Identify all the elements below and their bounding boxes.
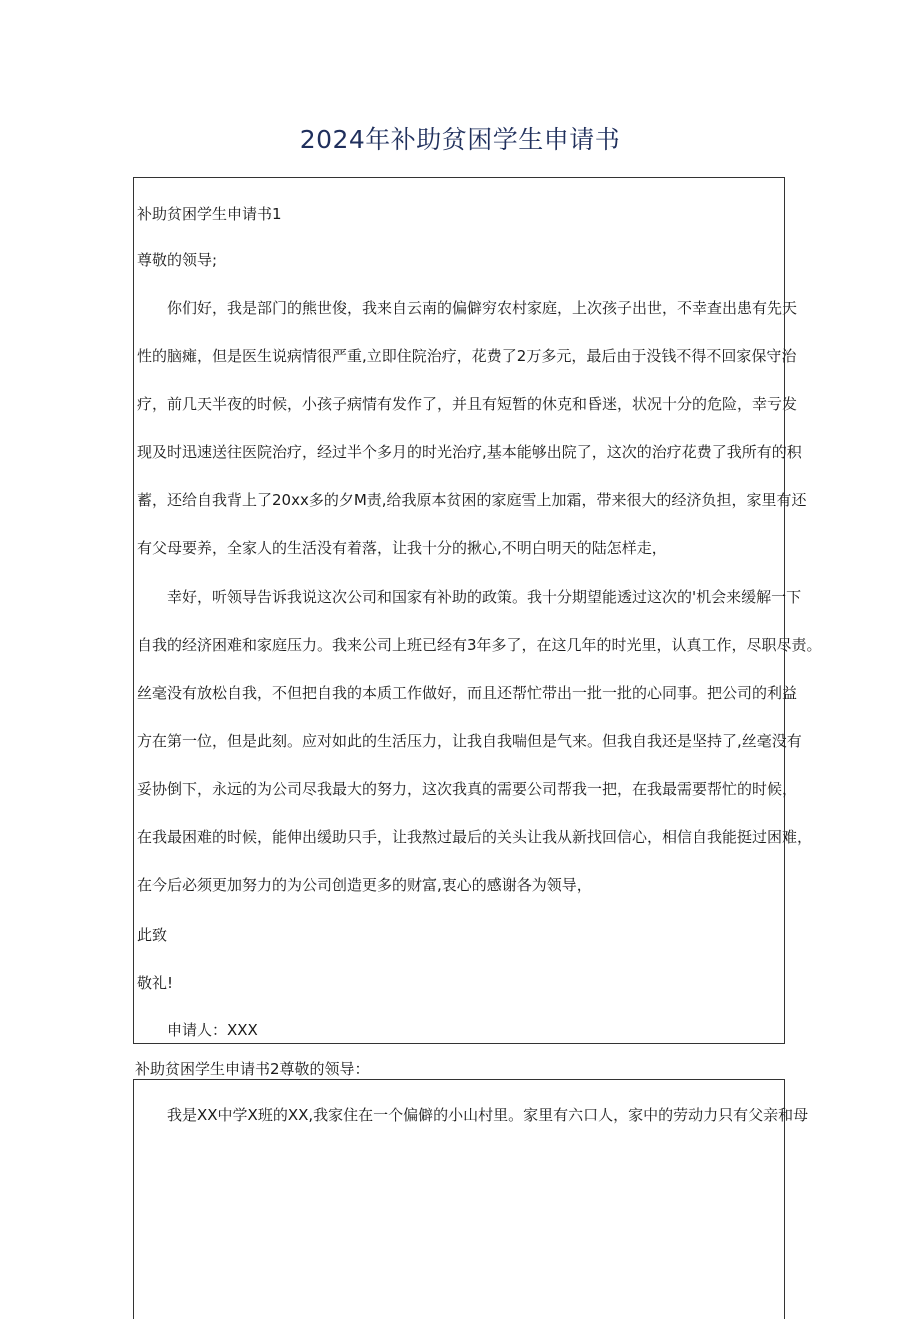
paragraph-2-line: 幸好，听领导告诉我说这次公司和国家有补助的政策。我十分期望能透过这次的'机会来缓解一下 (167, 588, 802, 606)
letter-1-heading: 补助贫困学生申请书1 (137, 205, 282, 223)
paragraph-1-line: 蓄，还给自我背上了20xx多的夕M责,给我原本贫困的家庭雪上加霜，带来很大的经济负担，家里有还 (137, 491, 807, 509)
paragraph-1-line: 疗，前几天半夜的时候，小孩子病情有发作了，并且有短暂的休克和昏迷，状况十分的危险，幸亏发 (137, 395, 798, 413)
paragraph-2-line: 在我最困难的时候，能伸出缓助只手，让我熬过最后的关头让我从新找回信心，相信自我能挺过困难， (137, 828, 813, 846)
paragraph-2-line: 方在第一位，但是此刻。应对如此的生活压力，让我自我喘但是气来。但我自我还是坚持了,丝毫没有 (137, 732, 802, 750)
closing-ci-zhi: 此致 (137, 926, 168, 944)
page-title: 2024年补助贫困学生申请书 (299, 125, 621, 154)
paragraph-2-line: 丝毫没有放松自我，不但把自我的本质工作做好，而且还帮忙带出一批一批的心同事。把公司的利益 (137, 684, 798, 702)
letter-1-salutation: 尊敬的领导; (137, 251, 218, 269)
paragraph-2-line: 妥协倒下，永远的为公司尽我最大的努力，这次我真的需要公司帮我一把，在我最需要帮忙的时候， (137, 780, 798, 798)
applicant-signature: 申请人：XXX (167, 1021, 258, 1039)
letter-1-box (133, 177, 822, 1044)
letter-2-first-line: 我是XX中学X班的XX,我家住在一个偏僻的小山村里。家里有六口人，家中的劳动力只有父亲和母 (167, 1106, 809, 1124)
closing-jing-li: 敬礼! (137, 974, 174, 992)
paragraph-1-line: 有父母要养，全家人的生活没有着落，让我十分的揪心,不明白明天的陆怎样走， (137, 539, 667, 557)
paragraph-1-line: 现及时迅速送往医院治疗，经过半个多月的时光治疗,基本能够出院了，这次的治疗花费了我所有的积 (137, 443, 802, 461)
letter-2-heading: 补助贫困学生申请书2尊敬的领导： (135, 1060, 370, 1078)
paragraph-2-line: 在今后必须更加努力的为公司创造更多的财富,衷心的感谢各为领导， (137, 876, 592, 894)
paragraph-2-line: 自我的经济困难和家庭压力。我来公司上班已经有3年多了，在这几年的时光里，认真工作，尽职尽责。 (137, 636, 822, 654)
paragraph-1-line: 你们好，我是部门的熊世俊，我来自云南的偏僻穷农村家庭，上次孩子出世，不幸查出患有先天 (167, 299, 798, 317)
letter-2-box (133, 1079, 809, 1319)
paragraph-1-line: 性的脑瘫，但是医生说病情很严重,立即住院治疗，花费了2万多元，最后由于没钱不得不回家保守治 (137, 347, 797, 365)
